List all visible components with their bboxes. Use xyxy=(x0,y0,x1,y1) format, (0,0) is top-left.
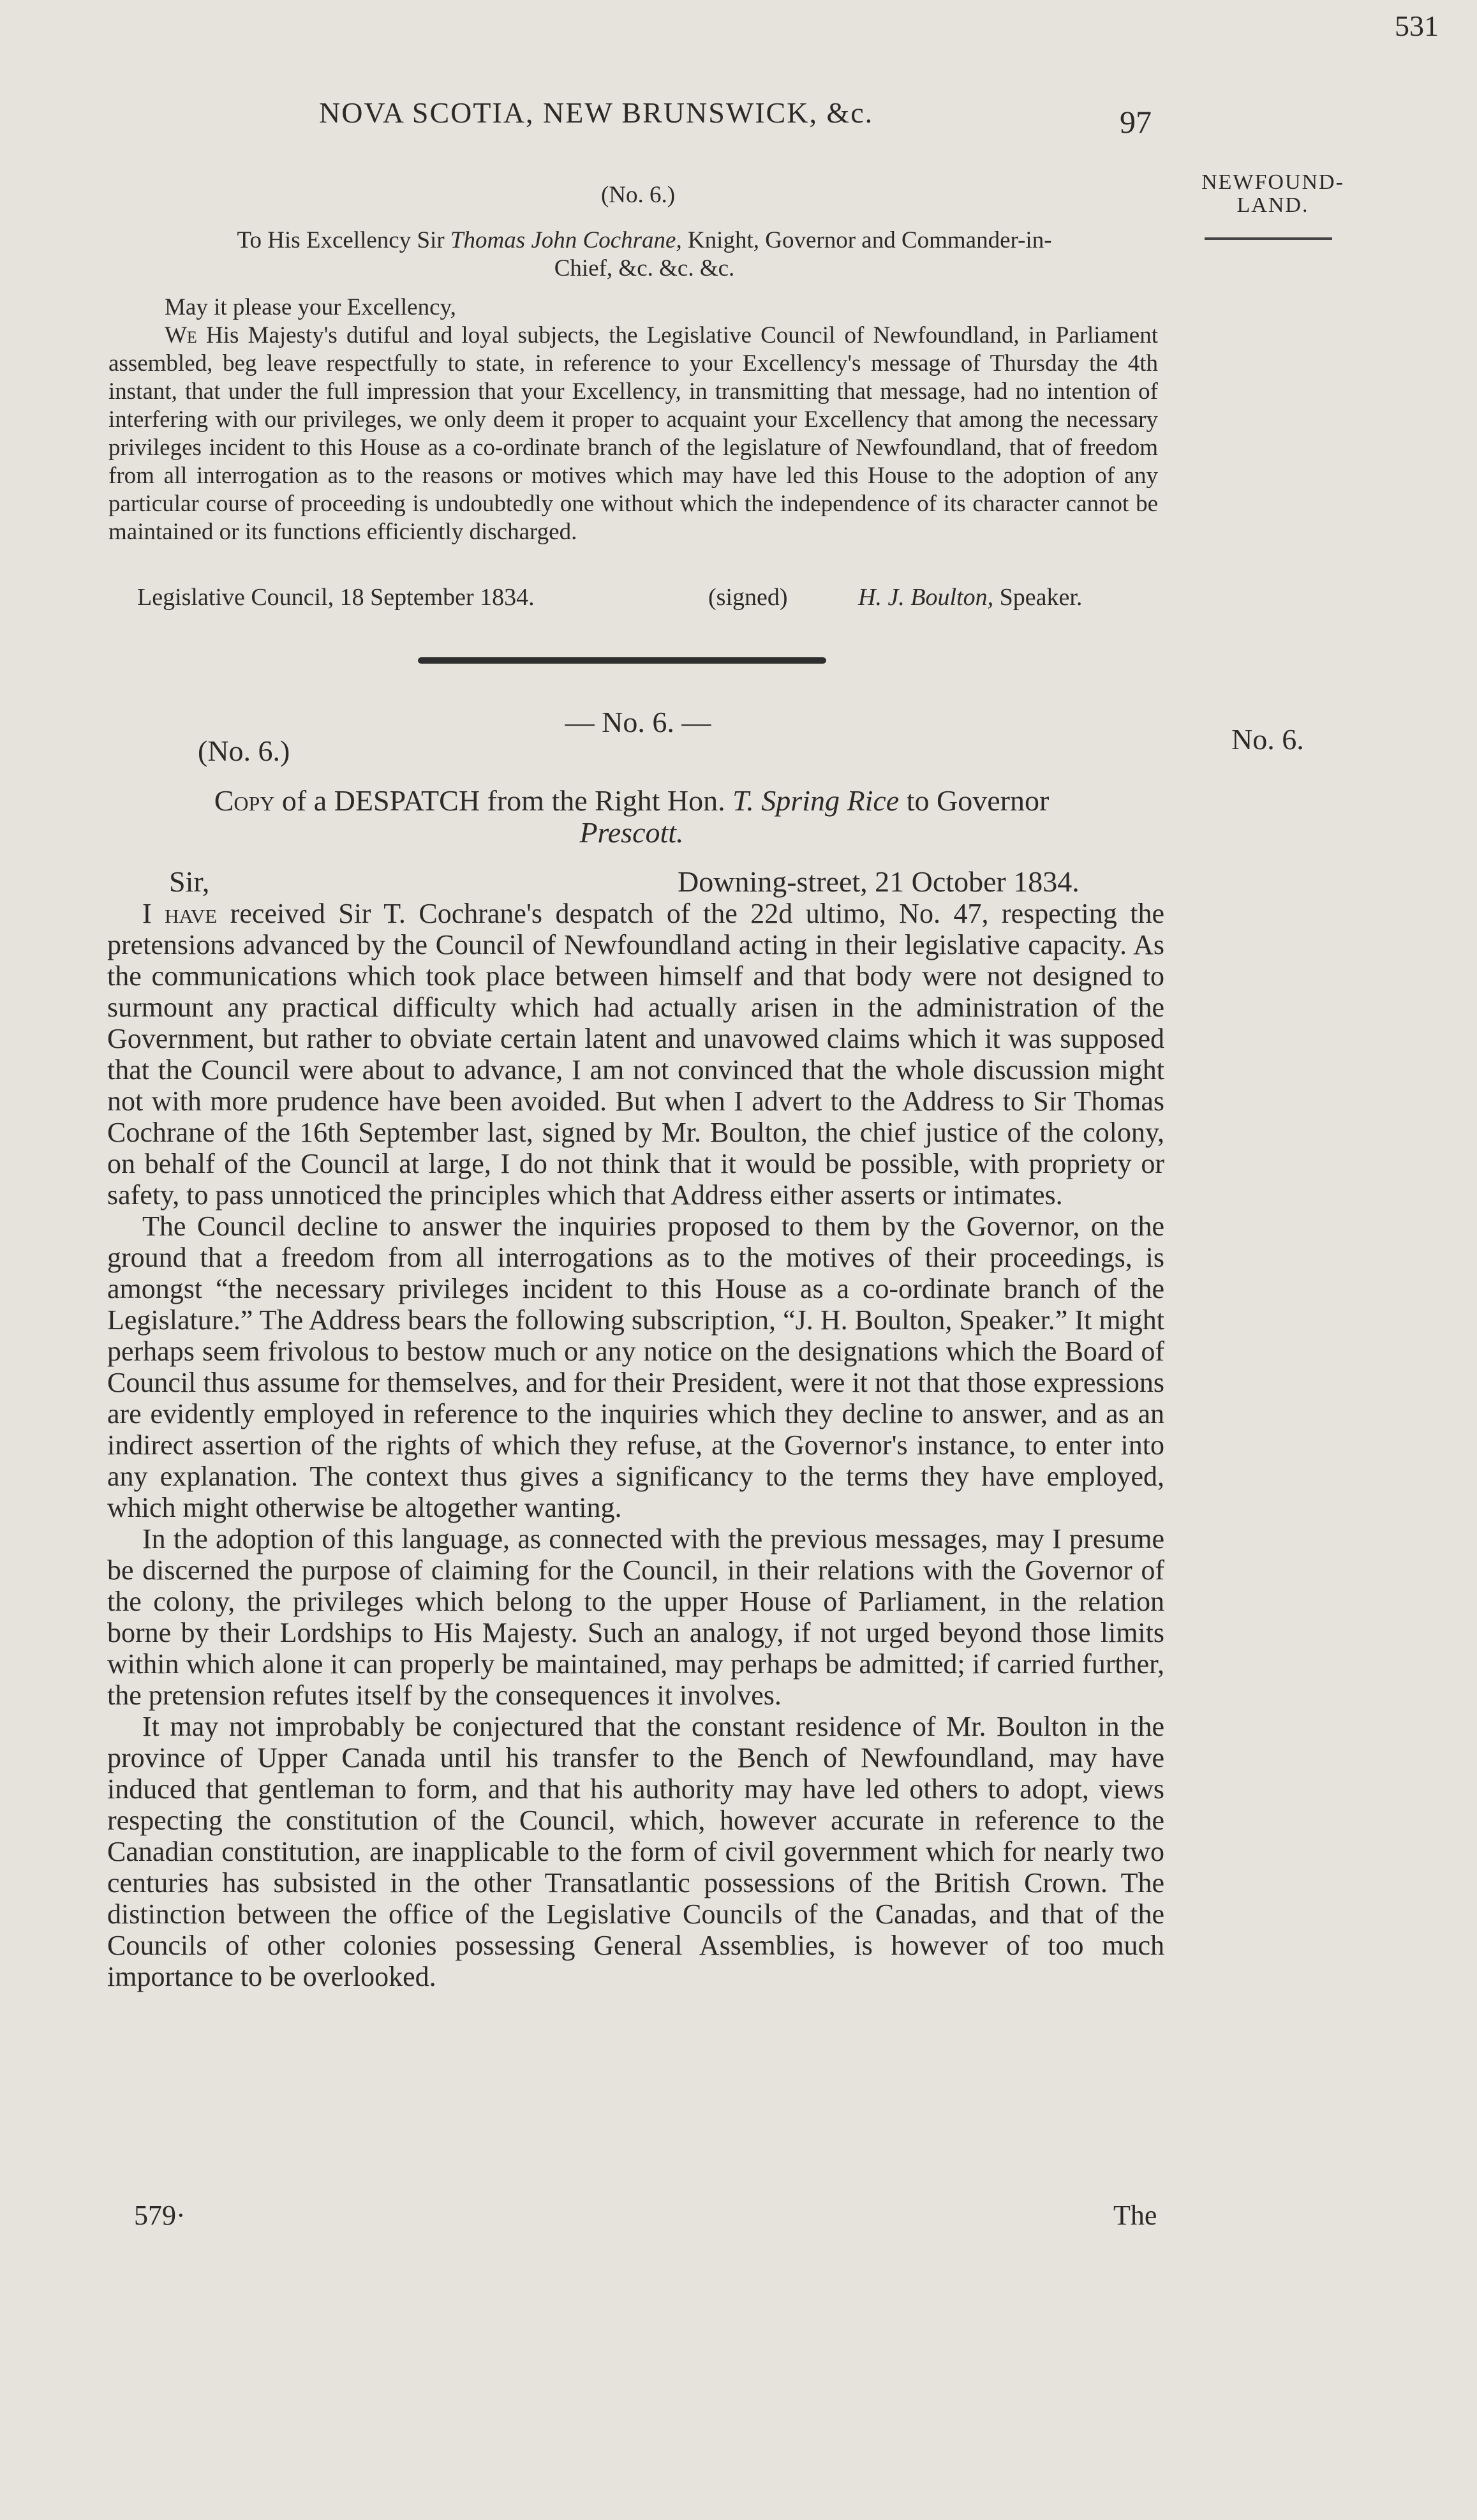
catchword: The xyxy=(1113,2200,1157,2231)
despatch-title-copy: Copy xyxy=(214,784,275,817)
sidebar-line-2: LAND. xyxy=(1236,193,1309,217)
despatch-title-line-2: Prescott. xyxy=(579,816,684,849)
recipient-line-2: Chief, &c. &c. &c. xyxy=(554,255,735,281)
despatch-paragraph-2: The Council decline to answer the inquiries proposed to them by the Governor, on the ground that a freedom from all interrogations as to the motives of their proceedings, is amongst “the necessary privileges incident to this House as a co-ordinate branch of the Legislature.” The Address bears the following subscription, “J. H. Boulton, Speaker.” It might perhaps seem frivolous to bestow much or any notice on the designations which the Board of Council thus assume for themselves, and for their President, were it not that those expressions are evidently employed in reference to the inquiries which they decline to answer, and as an indirect assertion of the rights of which they refuse, at the Governor's instance, to enter into any explanation. The context thus gives a significancy to the terms they have employed, which might otherwise be altogether wanting. xyxy=(107,1211,1164,1523)
despatch-body xyxy=(107,898,1164,1992)
signatory-title: Speaker. xyxy=(999,584,1083,611)
address-body xyxy=(108,322,1158,546)
signatory-name: H. J. Boulton, xyxy=(858,584,994,611)
sidebar-rule xyxy=(1205,237,1332,240)
address-salutation: May it please your Excellency, xyxy=(165,294,456,320)
despatch-paragraph-3: In the adoption of this language, as connected with the previous messages, may I presume be discerned the purpose of claiming for the Council, in their relations with the Governor of the colony, the privileges which belong to the upper House of Parliament, in the relation borne by their Lordships to His Majesty. Such an analogy, if not urged beyond those limits within which alone it can properly be maintained, may perhaps be admitted; if carried further, the pretension refutes itself by the consequences it involves. xyxy=(107,1523,1164,1711)
folio-number: 97 xyxy=(1120,104,1152,140)
despatch-title xyxy=(96,785,1168,849)
despatch-paragraph-1 xyxy=(107,898,1164,1211)
despatch-salutation: Sir, xyxy=(169,865,210,898)
address-number-label: (No. 6.) xyxy=(600,182,676,208)
address-recipient xyxy=(134,227,1155,283)
sidebar-line-1: NEWFOUND- xyxy=(1201,170,1344,194)
section-divider xyxy=(418,657,826,664)
page-number: 531 xyxy=(1395,10,1439,42)
sidebar-heading xyxy=(1180,171,1365,217)
address-signed: (signed) xyxy=(708,584,788,611)
signature-mark: 579· xyxy=(134,2200,186,2231)
despatch-title-post: to Governor xyxy=(906,784,1050,817)
despatch-paragraph-4: It may not improbably be conjectured that the constant residence of Mr. Boulton in the province of Upper Canada until his transfer to the Bench of Newfoundland, may have induced that gentleman to form, and that his authority may have led others to adopt, views respecting the constitution of the Council, which, however accurate in reference to the Canadian constitution, are inapplicable to the form of civil government which for nearly two centuries has subsisted in the other Transatlantic possessions of the British Crown. The distinction between the office of the Legislative Councils of the Canadas, and that of the Councils of other colonies possessing General Assemblies, is however of too much importance to be overlooked. xyxy=(107,1711,1164,1992)
recipient-prefix: To His Excellency Sir xyxy=(237,227,445,253)
address-sign-place: Legislative Council, 18 September 1834. xyxy=(137,584,535,611)
despatch-p1-text: received Sir T. Cochrane's despatch of the 22d ultimo, No. 47, respecting the pretensions advanced by the Council of Newfoundland acting in their legislative capacity. As the communications which took place between himself and that body were not designed to surmount any practical difficulty which had actually arisen in the administration of the Government, but rather to obviate certain latent and unavowed claims which it was supposed that the Council were about to advance, I am not convinced that the whole discussion might not with more prudence have been avoided. But when I advert to the Address to Sir Thomas Cochrane of the 16th September last, signed by Mr. Boulton, the chief justice of the colony, on behalf of the Council at large, I do not think that it would be possible, with propriety or safety, to pass unnoticed the principles which that Address either asserts or intimates. xyxy=(107,898,1164,1211)
address-signatory xyxy=(858,583,1082,611)
recipient-name: Thomas John Cochrane, xyxy=(450,227,682,253)
recipient-title: Knight, Governor and Commander-in- xyxy=(687,227,1052,253)
despatch-p1-opening: I have xyxy=(142,898,218,929)
address-body-text: His Majesty's dutiful and loyal subjects, the Legislative Council of Newfoundland, in Parliament assembled, beg leave respectfully to state, in reference to your Excellency's message of Thursday the 4th instant, that under the full impression that your Excellency, in transmitting that message, had no intention of interfering with our privileges, we only deem it proper to acquaint your Excellency that among the necessary privileges incident to this House as a co-ordinate branch of the legislature of Newfoundland, that of freedom from all interrogation as to the reasons or motives which may have led this House to the adoption of any particular course of proceeding is undoubtedly one without which the independence of its character cannot be maintained or its functions efficiently discharged. xyxy=(108,322,1158,545)
despatch-title-pre: of a DESPATCH from the Right Hon. xyxy=(274,784,725,817)
running-header: NOVA SCOTIA, NEW BRUNSWICK, &c. xyxy=(319,96,874,129)
despatch-number-label: (No. 6.) xyxy=(198,734,290,767)
despatch-title-name: T. Spring Rice xyxy=(732,784,900,817)
despatch-dateline: Downing-street, 21 October 1834. xyxy=(678,865,1080,898)
despatch-heading: — No. 6. — xyxy=(565,706,711,738)
sidebar-item-marker: No. 6. xyxy=(1231,723,1304,756)
address-first-word: We xyxy=(165,322,197,348)
